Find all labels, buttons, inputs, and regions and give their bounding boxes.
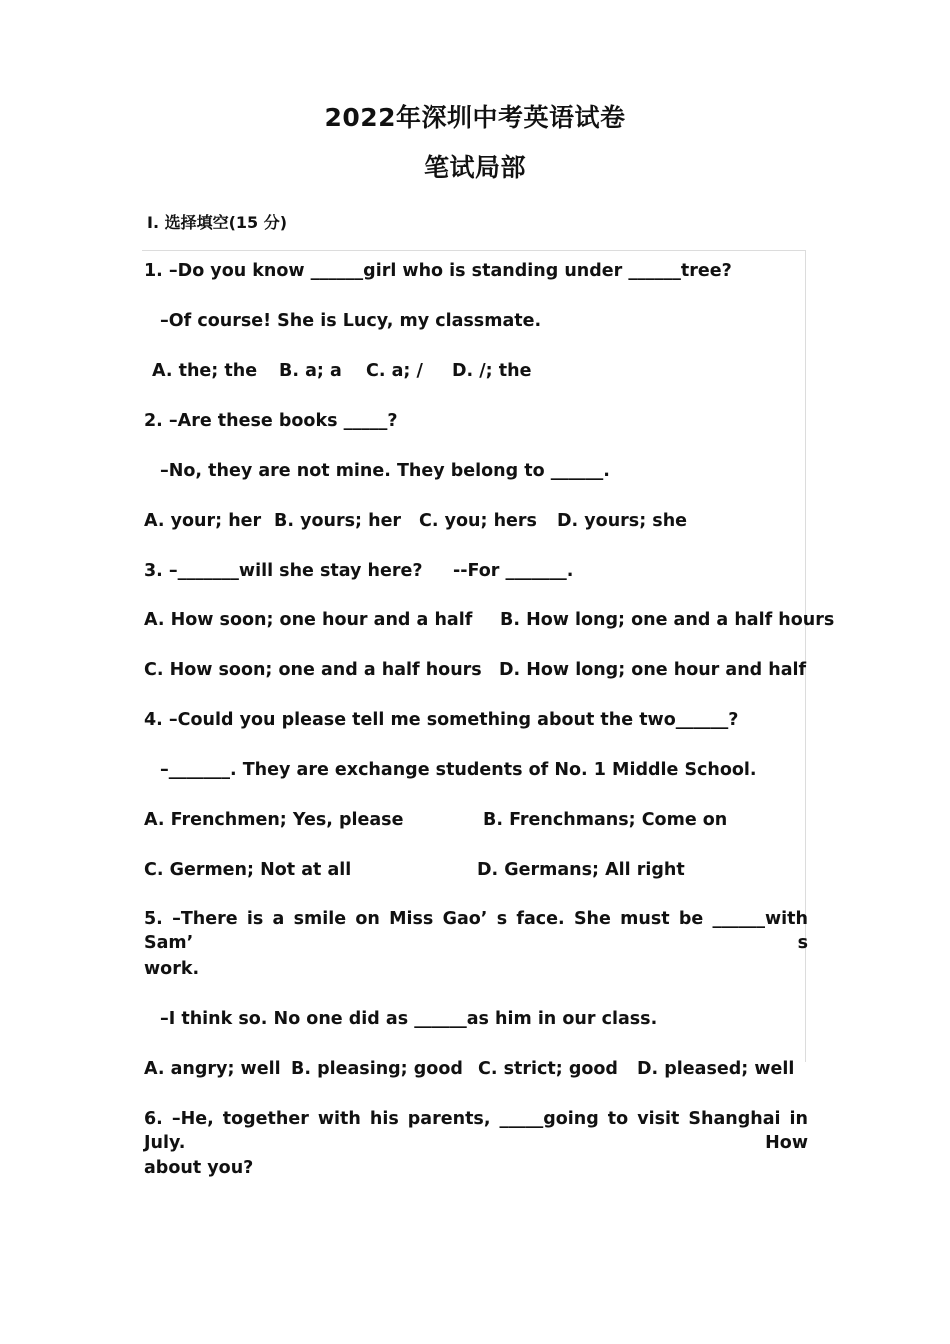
question-5-reply: –I think so. No one did as ______as him in our class.	[160, 1009, 658, 1029]
section-heading: Ⅰ. 选择填空(15 分)	[147, 213, 288, 232]
question-1-option-b: B. a; a	[279, 361, 342, 381]
question-5-option-b: B. pleasing; good	[291, 1059, 463, 1079]
question-2-option-a: A. your; her	[144, 511, 262, 531]
question-2-option-b: B. yours; her	[274, 511, 402, 531]
question-1-option-c: C. a; /	[366, 361, 423, 381]
question-1-reply: –Of course! She is Lucy, my classmate.	[160, 311, 542, 331]
question-1-stem: 1. –Do you know ______girl who is standing under ______tree?	[144, 261, 732, 281]
page-title: 2022年深圳中考英语试卷	[324, 103, 626, 132]
question-3-option-d: D. How long; one hour and half	[499, 660, 807, 680]
question-5-option-a: A. angry; well	[144, 1059, 281, 1079]
question-3-option-b: B. How long; one and a half hours	[500, 610, 835, 630]
question-2-reply: –No, they are not mine. They belong to ______.	[160, 461, 610, 481]
question-4-reply: –_______. They are exchange students of No. 1 Middle School.	[160, 760, 757, 780]
question-4-stem: 4. –Could you please tell me something about the two______?	[144, 710, 739, 730]
page-subtitle: 笔试局部	[423, 153, 526, 182]
question-5-option-c: C. strict; good	[478, 1059, 618, 1079]
question-1-option-a: A. the; the	[152, 361, 258, 381]
question-3-option-c: C. How soon; one and a half hours	[144, 660, 482, 680]
question-6-stem-continued: about you?	[144, 1158, 254, 1178]
question-3-stem: 3. –_______will she stay here? --For _______.	[144, 561, 574, 581]
question-4-option-a: A. Frenchmen; Yes, please	[144, 810, 404, 830]
question-2-stem: 2. –Are these books _____?	[144, 411, 398, 431]
question-4-option-d: D. Germans; All right	[477, 860, 685, 880]
question-4-option-b: B. Frenchmans; Come on	[483, 810, 728, 830]
question-2-option-c: C. you; hers	[419, 511, 537, 531]
question-5-stem: 5. –There is a smile on Miss Gao’ s face. She must be ______with Sam’ s	[144, 909, 808, 953]
question-4-option-c: C. Germen; Not at all	[144, 860, 352, 880]
question-2-option-d: D. yours; she	[557, 511, 688, 531]
question-3-option-a: A. How soon; one hour and a half	[144, 610, 473, 630]
question-1-option-d: D. /; the	[452, 361, 532, 381]
question-6-stem: 6. –He, together with his parents, _____going to visit Shanghai in July. How	[144, 1109, 808, 1153]
question-5-stem-continued: work.	[144, 959, 200, 979]
question-5-option-d: D. pleased; well	[637, 1059, 795, 1079]
